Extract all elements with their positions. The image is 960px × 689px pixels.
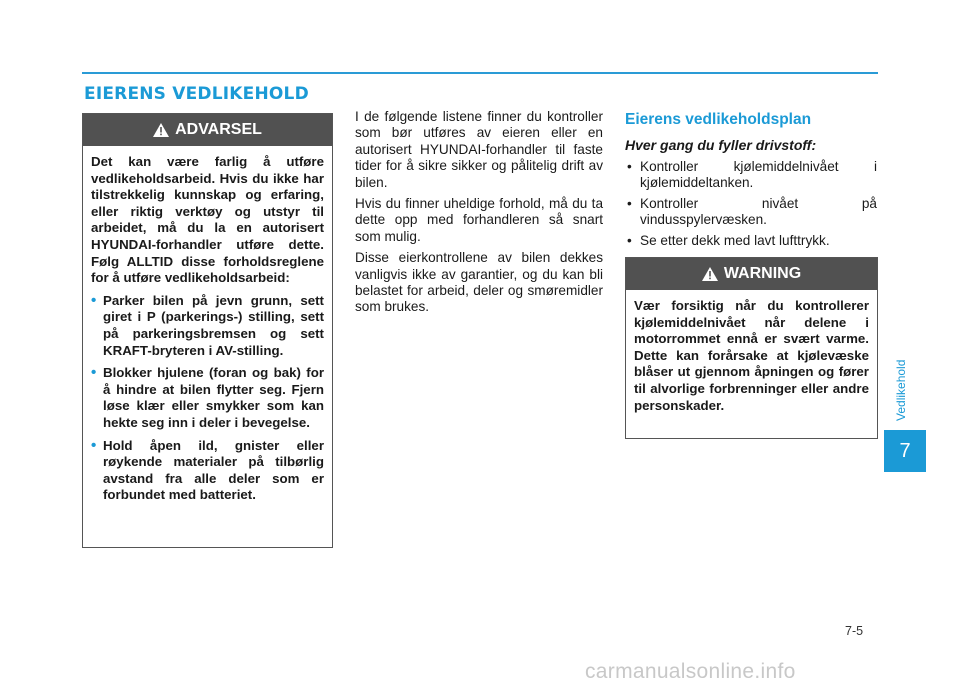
checklist-item: • Se etter dekk med lavt lufttrykk.: [625, 233, 877, 249]
watermark: carmanualsonline.info: [585, 660, 796, 683]
maintenance-plan-column: [625, 111, 877, 253]
intro-paragraph: Hvis du finner uheldige forhold, må du ta dette opp med forhandleren så snart som mulig.: [355, 196, 603, 244]
advarsel-item: • Blokker hjulene (foran og bak) for å hindre at bilen flytter seg. Fjern løse klær eller smykker som kan hekte seg inn i deler i bevegelse.: [91, 365, 324, 431]
warning-text: Vær forsiktig når du kontrollerer kjølemiddelnivået når delene i motorrommet ennå er svært varme. Dette kan forårsake at kjølevæske blåser ut gjennom åpningen og fører til alvorlige forbrenninger eller andre personskader.: [634, 298, 869, 413]
intro-column: [355, 109, 603, 321]
warning-triangle-icon: [153, 123, 169, 137]
advarsel-box: [82, 113, 333, 548]
chapter-tab: 7: [884, 430, 926, 472]
section-title: EIERENS VEDLIKEHOLD: [84, 84, 309, 104]
advarsel-list: [91, 293, 324, 504]
refuel-checklist: [625, 159, 877, 249]
checklist-item: • Kontroller kjølemiddelnivået i kjølemiddeltanken.: [625, 159, 877, 192]
warning-triangle-icon: [702, 267, 718, 281]
checklist-item: • Kontroller nivået på vindusspylervæsken.: [625, 196, 877, 229]
warning-box: [625, 257, 878, 439]
intro-paragraph: I de følgende listene finner du kontroller som bør utføres av eieren eller en autorisert HYUNDAI-forhandler til faste tider for å sikre sikker og pålitelig drift av bilen.: [355, 109, 603, 190]
advarsel-item: • Parker bilen på jevn grunn, sett giret i P (parkerings-) stilling, sett på parkeringsbremsen og sett KRAFT-bryteren i AV-stilling.: [91, 293, 324, 359]
advarsel-header: [83, 114, 332, 146]
page-number: 7-5: [845, 624, 864, 638]
chapter-side-label: Vedlikehold: [894, 359, 908, 421]
advarsel-intro: Det kan være farlig å utføre vedlikeholdsarbeid. Hvis du ikke har tilstrekkelig kunnskap og erfaring, eller riktig verktøy og utstyr til arbeidet, må du la en autorisert HYUNDAI-forhandler utføre dette. Følg ALLTID disse forholdsreglene for å utføre vedlikeholdsarbeid:: [91, 154, 324, 286]
top-rule: [82, 72, 878, 74]
warning-header: [626, 258, 877, 290]
refuel-subtitle: Hver gang du fyller drivstoff:: [625, 137, 817, 153]
warning-body: [626, 290, 877, 414]
advarsel-item: • Hold åpen ild, gnister eller røykende materialer på tilbørlig avstand fra alle deler som er forbundet med batteriet.: [91, 438, 324, 504]
intro-paragraph: Disse eierkontrollene av bilen dekkes vanligvis ikke av garantier, og du kan bli belastet for arbeid, deler og smøremidler som brukes.: [355, 250, 603, 315]
warning-heading: WARNING: [723, 265, 802, 282]
advarsel-heading: ADVARSEL: [175, 121, 262, 138]
maintenance-plan-title: Eierens vedlikeholdsplan: [625, 111, 812, 128]
advarsel-body: [83, 146, 332, 504]
